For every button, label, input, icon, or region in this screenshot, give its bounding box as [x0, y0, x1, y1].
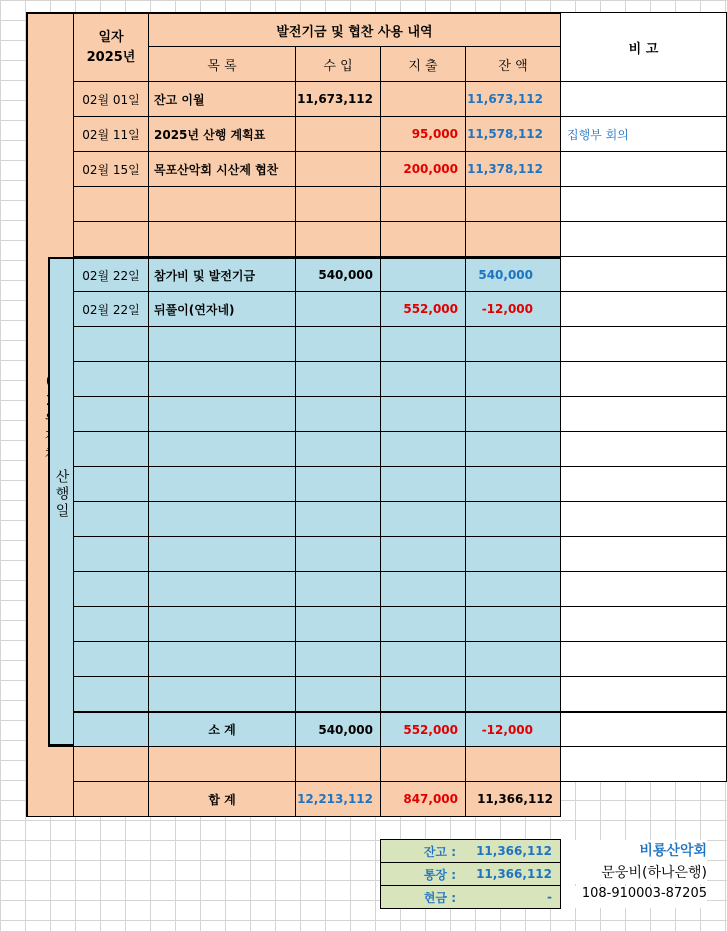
- subtotal-balance[interactable]: [466, 712, 561, 747]
- empty-cell[interactable]: [74, 327, 149, 362]
- empty-cell[interactable]: [381, 572, 466, 607]
- table-row-remark[interactable]: [561, 117, 727, 152]
- empty-cell[interactable]: [466, 607, 561, 642]
- summary-row-cash[interactable]: [380, 885, 561, 909]
- hike-row-date[interactable]: [74, 292, 149, 327]
- hike-row-item[interactable]: [149, 292, 296, 327]
- empty-cell[interactable]: [149, 642, 296, 677]
- empty-cell[interactable]: [74, 362, 149, 397]
- page-title: 발전기금 및 협찬 사용 내역: [276, 24, 433, 40]
- total-label: 합 계: [208, 792, 236, 807]
- hike-row-balance[interactable]: [466, 292, 561, 327]
- hike-remark[interactable]: [561, 537, 727, 572]
- hike-remark[interactable]: [561, 572, 727, 607]
- subtotal-balance-value: -12,000: [481, 722, 533, 737]
- subtotal-income[interactable]: [296, 712, 381, 747]
- empty-cell[interactable]: [149, 607, 296, 642]
- empty-cell[interactable]: [466, 747, 561, 782]
- empty-cell[interactable]: [149, 327, 296, 362]
- table-row-date[interactable]: [74, 82, 149, 117]
- empty-cell[interactable]: [466, 397, 561, 432]
- remarks-header-label: 비 고: [628, 41, 659, 57]
- row-date: 02월 11일: [82, 127, 140, 142]
- date-header-label: 일자: [98, 29, 124, 45]
- summary-row-balance[interactable]: [380, 839, 561, 863]
- empty-cell[interactable]: [466, 327, 561, 362]
- hike-remark[interactable]: [561, 502, 727, 537]
- empty-cell[interactable]: [296, 502, 381, 537]
- table-row-date[interactable]: [74, 152, 149, 187]
- hike-remark[interactable]: [561, 607, 727, 642]
- table-row-balance[interactable]: [466, 117, 561, 152]
- col-income-label: 수 입: [323, 58, 353, 74]
- table-row-balance[interactable]: [466, 82, 561, 117]
- summary-value: 11,366,112: [476, 867, 552, 881]
- col-balance-header[interactable]: [466, 47, 561, 82]
- subtotal-remark[interactable]: [561, 712, 727, 747]
- hike-row-date-value: 02월 22일: [82, 302, 140, 317]
- empty-cell[interactable]: [466, 572, 561, 607]
- empty-cell[interactable]: [74, 222, 149, 257]
- empty-cell[interactable]: [74, 537, 149, 572]
- empty-cell[interactable]: [381, 642, 466, 677]
- row-income: 11,673,112: [297, 92, 373, 106]
- hike-row-item-value: 뒤풀이(연자네): [154, 302, 235, 317]
- summary-value: -: [547, 890, 552, 904]
- empty-cell[interactable]: [381, 327, 466, 362]
- hike-remark[interactable]: [561, 292, 727, 327]
- empty-cell[interactable]: [149, 502, 296, 537]
- empty-cell[interactable]: [74, 607, 149, 642]
- empty-cell[interactable]: [381, 432, 466, 467]
- year-header-label: 2025년: [86, 49, 136, 65]
- hike-row-balance[interactable]: [466, 259, 561, 292]
- row-balance: 11,578,112: [467, 127, 543, 141]
- account-holder: 문웅비(하나은행): [561, 862, 707, 884]
- row-balance: 11,378,112: [467, 162, 543, 176]
- hike-row-expense-value: 552,000: [403, 302, 458, 316]
- hike-row-item[interactable]: [149, 259, 296, 292]
- table-row-remark[interactable]: [561, 152, 727, 187]
- empty-cell[interactable]: [381, 607, 466, 642]
- empty-cell[interactable]: [74, 747, 149, 782]
- empty-cell[interactable]: [296, 642, 381, 677]
- hike-row-expense[interactable]: [381, 292, 466, 327]
- table-row-remark[interactable]: [561, 82, 727, 117]
- total-expense-value: 847,000: [403, 792, 458, 806]
- summary-label: 현금 :: [423, 890, 456, 905]
- empty-cell[interactable]: [149, 397, 296, 432]
- total-expense[interactable]: [381, 782, 466, 817]
- table-row-expense[interactable]: [381, 82, 466, 117]
- row-item: 잔고 이월: [154, 92, 205, 107]
- empty-cell[interactable]: [381, 362, 466, 397]
- row-date: 02월 01일: [82, 92, 140, 107]
- empty-cell[interactable]: [381, 677, 466, 712]
- hike-day-label: 산행일: [53, 469, 70, 520]
- empty-cell[interactable]: [381, 397, 466, 432]
- empty-cell[interactable]: [296, 222, 381, 257]
- empty-cell[interactable]: [149, 222, 296, 257]
- empty-cell[interactable]: [149, 572, 296, 607]
- subtotal-expense-value: 552,000: [403, 722, 458, 737]
- title-header[interactable]: [149, 14, 561, 47]
- empty-cell[interactable]: [74, 642, 149, 677]
- hike-remark[interactable]: [561, 362, 727, 397]
- empty-cell[interactable]: [466, 187, 561, 222]
- subtotal-expense[interactable]: [381, 712, 466, 747]
- empty-cell[interactable]: [296, 572, 381, 607]
- empty-remark[interactable]: [561, 222, 727, 257]
- total-balance-value: 11,366,112: [477, 792, 553, 806]
- empty-cell[interactable]: [149, 467, 296, 502]
- empty-cell[interactable]: [296, 677, 381, 712]
- row-remark: 집행부 회의: [567, 127, 629, 142]
- col-item-header[interactable]: [149, 47, 296, 82]
- empty-remark[interactable]: [561, 187, 727, 222]
- empty-cell[interactable]: [74, 187, 149, 222]
- empty-cell[interactable]: [466, 362, 561, 397]
- hike-row-income[interactable]: [296, 292, 381, 327]
- empty-cell[interactable]: [466, 642, 561, 677]
- table-row-expense[interactable]: [381, 152, 466, 187]
- hike-remark[interactable]: [561, 642, 727, 677]
- row-expense: 200,000: [403, 162, 458, 176]
- table-row-item[interactable]: [149, 152, 296, 187]
- account-number: 108-910003-87205: [561, 886, 707, 908]
- empty-cell[interactable]: [381, 502, 466, 537]
- empty-cell[interactable]: [466, 222, 561, 257]
- table-row-income[interactable]: [296, 152, 381, 187]
- hike-row-income-value: 540,000: [318, 268, 373, 282]
- empty-cell[interactable]: [149, 747, 296, 782]
- empty-cell[interactable]: [466, 537, 561, 572]
- total-balance[interactable]: [466, 782, 561, 817]
- subtotal-income-value: 540,000: [318, 722, 373, 737]
- empty-remark[interactable]: [561, 747, 727, 782]
- empty-cell[interactable]: [149, 537, 296, 572]
- table-row-date[interactable]: [74, 117, 149, 152]
- total-income[interactable]: [296, 782, 381, 817]
- empty-cell[interactable]: [149, 362, 296, 397]
- col-expense-header[interactable]: [381, 47, 466, 82]
- empty-cell[interactable]: [381, 467, 466, 502]
- hike-row-expense[interactable]: [381, 259, 466, 292]
- empty-cell[interactable]: [296, 397, 381, 432]
- empty-cell[interactable]: [74, 677, 149, 712]
- hike-remark[interactable]: [561, 432, 727, 467]
- table-row-income[interactable]: [296, 82, 381, 117]
- subtotal-label: 소 계: [208, 723, 236, 737]
- table-row-item[interactable]: [149, 117, 296, 152]
- summary-value: 11,366,112: [476, 844, 552, 858]
- empty-cell[interactable]: [381, 222, 466, 257]
- remarks-header[interactable]: [561, 12, 727, 82]
- empty-cell[interactable]: [381, 537, 466, 572]
- empty-cell[interactable]: [74, 572, 149, 607]
- hike-row-income[interactable]: [296, 259, 381, 292]
- empty-cell[interactable]: [74, 467, 149, 502]
- hike-remark[interactable]: [561, 257, 727, 292]
- empty-cell[interactable]: [74, 397, 149, 432]
- hike-row-balance-value: -12,000: [481, 302, 533, 316]
- hike-row-balance-value: 540,000: [478, 268, 533, 282]
- date-header[interactable]: [74, 14, 149, 82]
- table-row-expense[interactable]: [381, 117, 466, 152]
- row-balance: 11,673,112: [467, 92, 543, 106]
- empty-cell[interactable]: [296, 187, 381, 222]
- empty-cell[interactable]: [296, 432, 381, 467]
- empty-cell[interactable]: [466, 467, 561, 502]
- total-date-cell[interactable]: [74, 782, 149, 817]
- total-label-cell[interactable]: [149, 782, 296, 817]
- empty-cell[interactable]: [296, 607, 381, 642]
- total-income-value: 12,213,112: [297, 792, 373, 806]
- hike-day-label-cell[interactable]: [50, 259, 74, 745]
- empty-cell[interactable]: [74, 432, 149, 467]
- col-expense-label: 지 출: [408, 58, 438, 74]
- table-row-income[interactable]: [296, 117, 381, 152]
- hike-row-date-value: 02월 22일: [82, 268, 140, 283]
- hike-remark[interactable]: [561, 467, 727, 502]
- summary-row-bankbook[interactable]: [380, 862, 561, 886]
- table-row-item[interactable]: [149, 82, 296, 117]
- hike-remark[interactable]: [561, 327, 727, 362]
- summary-label: 잔고 :: [423, 844, 456, 859]
- empty-cell[interactable]: [149, 677, 296, 712]
- empty-cell[interactable]: [381, 187, 466, 222]
- col-item-label: 목 록: [207, 58, 237, 74]
- empty-cell[interactable]: [296, 537, 381, 572]
- row-item: 2025년 산행 계획표: [154, 127, 266, 142]
- col-balance-label: 잔 액: [498, 58, 528, 74]
- empty-cell[interactable]: [74, 502, 149, 537]
- hike-remark[interactable]: [561, 677, 727, 712]
- hike-row-date[interactable]: [74, 259, 149, 292]
- empty-cell[interactable]: [296, 362, 381, 397]
- row-item: 목포산악회 시산제 협찬: [154, 162, 279, 177]
- row-date: 02월 15일: [82, 162, 140, 177]
- hike-remark[interactable]: [561, 397, 727, 432]
- row-expense: 95,000: [411, 127, 458, 141]
- table-row-balance[interactable]: [466, 152, 561, 187]
- empty-cell[interactable]: [296, 327, 381, 362]
- club-name: 비룡산악회: [561, 840, 707, 862]
- subtotal-label-cell[interactable]: [149, 712, 296, 747]
- subtotal-date-cell[interactable]: [74, 712, 149, 747]
- hike-row-item-value: 참가비 및 발전기금: [154, 268, 256, 283]
- empty-cell[interactable]: [296, 747, 381, 782]
- empty-cell[interactable]: [381, 747, 466, 782]
- empty-cell[interactable]: [466, 502, 561, 537]
- empty-cell[interactable]: [466, 432, 561, 467]
- empty-cell[interactable]: [149, 432, 296, 467]
- empty-cell[interactable]: [466, 677, 561, 712]
- empty-cell[interactable]: [149, 187, 296, 222]
- summary-label: 통장 :: [423, 867, 456, 882]
- col-income-header[interactable]: [296, 47, 381, 82]
- empty-cell[interactable]: [296, 467, 381, 502]
